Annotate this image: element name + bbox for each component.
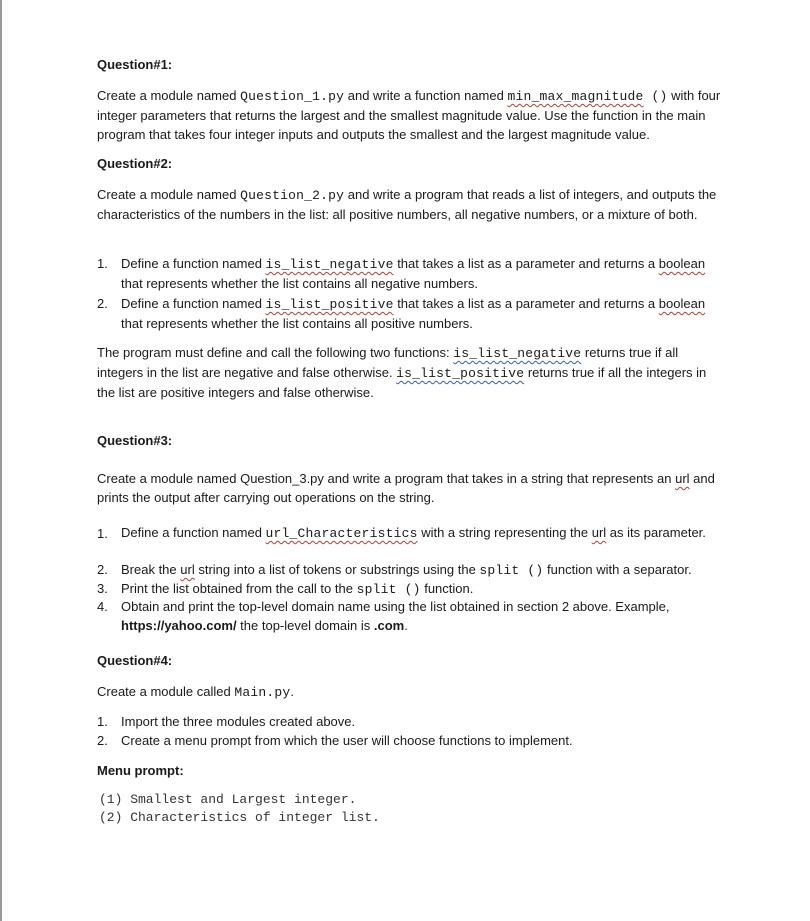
q3-item-4-text-c: .: [404, 618, 408, 633]
q2-p2-text-b: returns true if all integers in the list are negative and false otherwise.: [97, 345, 679, 380]
q2-item-2-code: is_list_positive: [265, 297, 394, 312]
q3-item-1-text-c: as its parameter.: [606, 525, 706, 540]
question-4-heading: Question#4:: [97, 653, 173, 668]
q1-code-parens: (): [643, 89, 668, 104]
q2-p2-code-positive: is_list_positive: [396, 366, 525, 381]
q3-item-1-url: url: [591, 525, 607, 540]
q4-code-module: Main.py: [234, 685, 291, 700]
question-3-text: [97, 469, 725, 507]
menu-line-1: (1) Smallest and Largest integer.: [99, 792, 357, 807]
q3-item-4-text-b: the top-level domain is: [236, 618, 374, 633]
q2-item-1-number: 1.: [97, 256, 108, 271]
q3-item-2-code: split (): [479, 563, 544, 578]
menu-line-2: (2) Characteristics of integer list.: [99, 810, 380, 825]
question-1-heading: Question#1:: [97, 57, 173, 72]
q3-item-1-text-a: Define a function named: [121, 525, 266, 540]
q3-item-1-text-b: with a string representing the: [417, 525, 592, 540]
q1-text-1: Create a module named: [97, 88, 241, 103]
q3-item-4-domain: .com: [373, 618, 405, 633]
q3-url-word: url: [675, 471, 690, 486]
q2-item-1-code: is_list_negative: [265, 257, 394, 272]
q1-code-function: min_max_magnitude: [507, 89, 644, 104]
q3-item-3-code: split (): [356, 582, 421, 597]
question-4-text: [97, 682, 725, 702]
q2-item-2-text-a: Define a function named: [121, 296, 266, 311]
q2-p2-code-negative: is_list_negative: [453, 346, 582, 361]
q4-item-2-text: Create a menu prompt from which the user will choose functions to implement.: [121, 733, 573, 748]
q2-p2-text-a: The program must define and call the following two functions:: [97, 345, 454, 360]
question-2-paragraph-2: [97, 343, 725, 402]
q2-code-module: Question_2.py: [240, 188, 345, 203]
left-border: [0, 0, 2, 921]
q3-text-1: Create a module named Question_3.py and write a program that takes in a string that represents an: [97, 471, 676, 486]
q3-item-4-number: 4.: [97, 599, 108, 614]
q3-item-3-text-b: function.: [420, 581, 474, 596]
q2-text-1: Create a module named: [97, 187, 241, 202]
question-1-text: [97, 86, 725, 144]
q4-text-2: .: [290, 684, 294, 699]
q2-item-2-number: 2.: [97, 296, 108, 311]
q3-item-2-text-c: function with a separator.: [543, 562, 692, 577]
q1-code-module: Question_1.py: [240, 89, 345, 104]
q4-item-2-number: 2.: [97, 733, 108, 748]
question-3-heading: Question#3:: [97, 433, 173, 448]
q3-item-4-link: https://yahoo.com/: [121, 618, 237, 633]
q3-item-3-number: 3.: [97, 581, 108, 596]
q3-item-2-text-a: Break the: [121, 562, 181, 577]
q2-item-1-text-b: that takes a list as a parameter and returns a: [393, 256, 659, 271]
q4-item-1-number: 1.: [97, 714, 108, 729]
q2-item-1-boolean: boolean: [658, 256, 706, 271]
q2-p2-text-c: returns true if all the integers in the list are positive integers and false otherwise.: [97, 365, 707, 400]
q3-item-2-url: url: [180, 562, 195, 577]
q3-text-2: and prints the output after carrying out operations on the string.: [97, 471, 715, 505]
q4-item-1-text: Import the three modules created above.: [121, 714, 356, 729]
q4-text-1: Create a module called: [97, 684, 235, 699]
q3-item-3-text-a: Print the list obtained from the call to the: [121, 581, 357, 596]
q2-item-2-boolean: boolean: [658, 296, 706, 311]
q1-text-2: and write a function named: [344, 88, 508, 103]
q2-text-2: and write a program that reads a list of integers, and outputs the characteristics of the numbers in the list: all positive numbers, all negative numbers, or a mixture of both.: [97, 187, 717, 222]
q3-item-1-code: url_Characteristics: [265, 526, 418, 541]
q3-item-2-number: 2.: [97, 562, 108, 577]
q2-item-1-text-c: that represents whether the list contains all negative numbers.: [121, 276, 478, 291]
question-2-text: [97, 185, 725, 224]
menu-prompt-heading: Menu prompt:: [97, 763, 184, 778]
q2-item-2-text-b: that takes a list as a parameter and returns a: [393, 296, 659, 311]
question-2-heading: Question#2:: [97, 156, 173, 171]
q3-item-4-text-a: Obtain and print the top-level domain name using the list obtained in section 2 above. Example,: [121, 599, 670, 614]
q2-item-2-text-c: that represents whether the list contains all positive numbers.: [121, 316, 473, 331]
q3-item-2-text-b: string into a list of tokens or substrings using the: [194, 562, 480, 577]
q3-item-1-number: 1.: [97, 526, 108, 541]
q1-text-3: with four integer parameters that returns the largest and the smallest magnitude value. Use the function in the main program that takes four integer inputs and outputs the smallest and the largest magnitude value.: [97, 88, 721, 142]
q2-item-1-text-a: Define a function named: [121, 256, 266, 271]
